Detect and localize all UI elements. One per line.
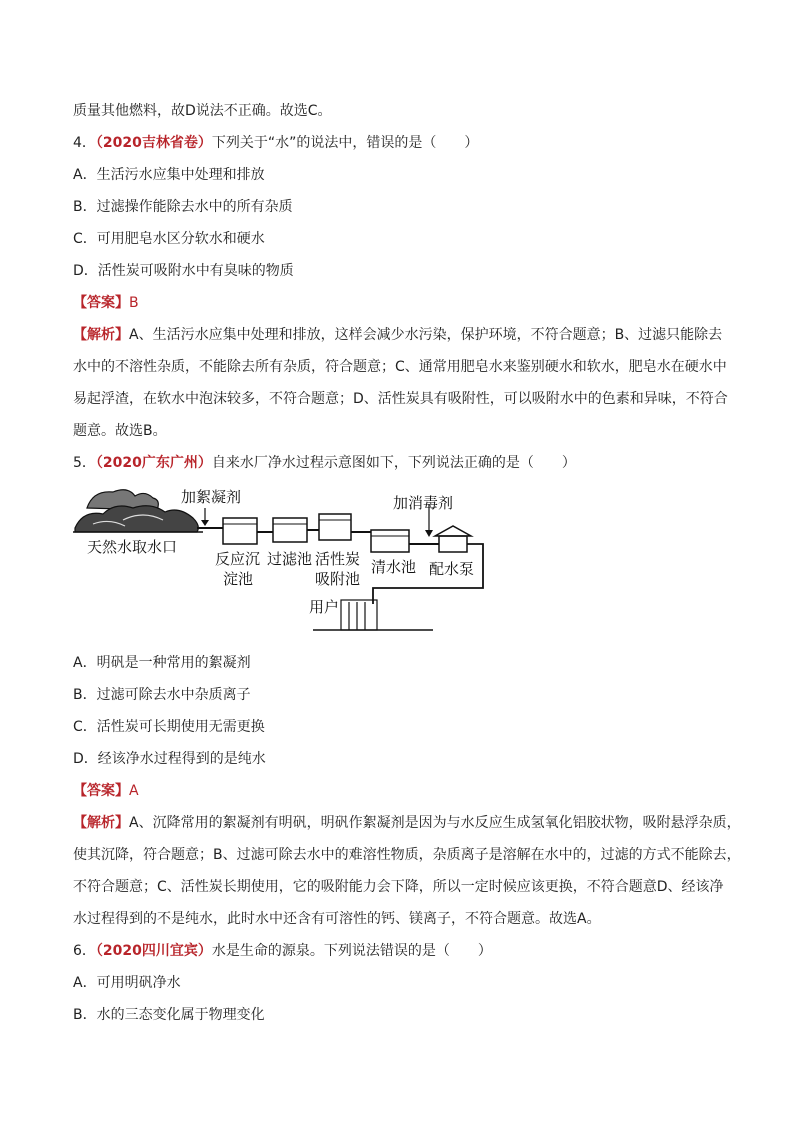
water-treatment-diagram <box>73 480 493 632</box>
q4-analysis-text-1: A、生活污水应集中处理和排放，这样会减少水污染，保护环境，不符合题意；B、过滤只能除去 <box>129 327 723 343</box>
q5-stem-line <box>73 453 576 473</box>
q6-stem-line <box>73 941 492 961</box>
label-intake: 天然水取水口 <box>87 538 178 556</box>
label-carbon-2: 吸附池 <box>315 570 361 588</box>
q6-number: 6． <box>73 943 96 959</box>
q4-answer-line <box>73 293 139 313</box>
q5-option-d: D．经该净水过程得到的是纯水 <box>73 751 266 767</box>
label-filter: 过滤池 <box>267 550 313 568</box>
carbon-tank-icon <box>319 514 351 540</box>
q6-option-b: B．水的三态变化属于物理变化 <box>73 1007 265 1023</box>
q4-stem-line <box>73 133 478 153</box>
q5-answer-line <box>73 781 139 801</box>
q4-analysis-line-3: 易起浮渣，在软水中泡沫较多，不符合题意；D、活性炭具有吸附性，可以吸附水中的色素和异味，不符合 <box>73 391 728 407</box>
q6-option-a: A．可用明矾净水 <box>73 975 181 991</box>
pump-house-icon <box>435 526 471 552</box>
label-reaction-1: 反应沉 <box>215 550 261 568</box>
q5-analysis-line-2: 使其沉降，符合题意；B、过滤可除去水中的难溶性物质，杂质离子是溶解在水中的，过滤的方式不能除去， <box>73 847 741 863</box>
label-user: 用户 <box>309 598 340 616</box>
q5-analysis-line-3: 不符合题意；C、活性炭长期使用，它的吸附能力会下降，所以一定时候应该更换，不符合题意D、经该净 <box>73 879 724 895</box>
q4-answer-tag: 【答案】 <box>73 295 129 311</box>
q5-analysis-line-1 <box>73 813 741 833</box>
q4-answer-value: B <box>129 295 139 311</box>
q5-answer-value: A <box>129 783 139 799</box>
q5-option-a: A．明矾是一种常用的絮凝剂 <box>73 655 251 671</box>
q5-source: （2020广东广州） <box>95 455 212 471</box>
label-coagulant: 加絮凝剂 <box>181 488 242 506</box>
filter-tank-icon <box>273 518 307 542</box>
q5-number: 5． <box>73 455 96 471</box>
reaction-tank-icon <box>223 518 257 544</box>
label-clear: 清水池 <box>371 558 417 576</box>
q5-answer-tag: 【答案】 <box>73 783 129 799</box>
label-reaction-2: 淀池 <box>223 570 254 588</box>
q5-stem: 自来水厂净水过程示意图如下，下列说法正确的是（ ） <box>211 455 576 471</box>
q5-analysis-text-1: A、沉降常用的絮凝剂有明矾，明矾作絮凝剂是因为与水反应生成氢氧化铝胶状物，吸附悬浮杂质， <box>129 815 741 831</box>
q4-analysis-tag: 【解析】 <box>73 327 129 343</box>
q4-analysis-line-2: 水中的不溶性杂质，不能除去所有杂质，符合题意；C、通常用肥皂水来鉴别硬水和软水，肥皂水在硬水中 <box>73 359 727 375</box>
q5-option-c: C．活性炭可长期使用无需更换 <box>73 719 265 735</box>
q5-option-b: B．过滤可除去水中杂质离子 <box>73 687 251 703</box>
q4-option-b: B．过滤操作能除去水中的所有杂质 <box>73 199 293 215</box>
q5-analysis-line-4: 水过程得到的不是纯水，此时水中还含有可溶性的钙、镁离子，不符合题意。故选A。 <box>73 911 601 927</box>
q4-stem: 下列关于“水”的说法中，错误的是（ ） <box>211 135 479 151</box>
intake-rocks-figure <box>75 490 198 532</box>
q6-source: （2020四川宜宾） <box>95 943 212 959</box>
q4-option-a: A．生活污水应集中处理和排放 <box>73 167 265 183</box>
clear-tank-icon <box>371 530 409 552</box>
label-pump: 配水泵 <box>429 560 475 578</box>
q4-source: （2020吉林省卷） <box>95 135 212 151</box>
q4-option-c: C．可用肥皂水区分软水和硬水 <box>73 231 265 247</box>
q4-number: 4． <box>73 135 96 151</box>
q6-stem: 水是生命的源泉。下列说法错误的是（ ） <box>211 943 492 959</box>
q4-analysis-line-4: 题意。故选B。 <box>73 423 167 439</box>
q4-analysis-line-1 <box>73 325 722 345</box>
label-carbon-1: 活性炭 <box>315 550 361 568</box>
q3-tail-text: 质量其他燃料，故D说法不正确。故选C。 <box>73 103 332 119</box>
label-disinfectant: 加消毒剂 <box>393 494 454 512</box>
q5-analysis-tag: 【解析】 <box>73 815 129 831</box>
q4-option-d: D．活性炭可吸附水中有臭味的物质 <box>73 263 294 279</box>
